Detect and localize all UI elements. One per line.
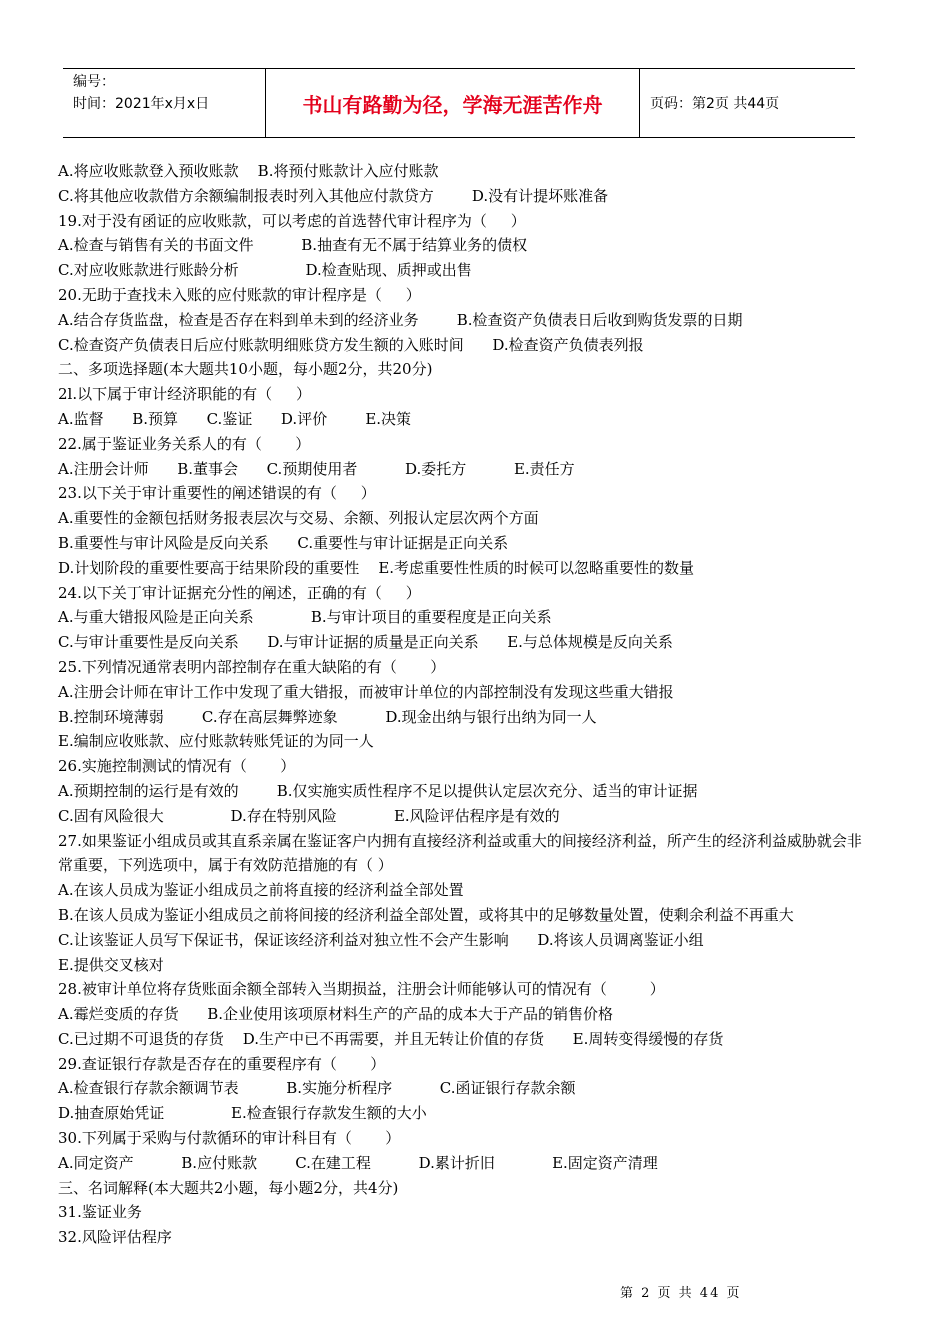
header-page-label: 页码：第2页 共44页 (650, 96, 780, 112)
text-line: A.检查与销售有关的书面文件 B.抽查有无不属于结算业务的债权 (58, 236, 528, 255)
text-line: A.注册会计师 B.董事会 C.预期使用者 D.委托方 E.责任方 (58, 459, 575, 478)
question-23: 23.以下关于审计重要性的阐述错误的有（ ） (58, 484, 376, 503)
text-line: C.将其他应收款借方余额编制报表时列入其他应付款贷方 D.没有计提坏账准备 (58, 186, 609, 205)
text-line: A.检查银行存款余额调节表 B.实施分析程序 C.函证银行存款余额 (58, 1079, 576, 1098)
question-31: 31.鉴证业务 (58, 1203, 142, 1222)
header-info-cell (63, 69, 266, 137)
text-line: C.与审计重要性是反向关系 D.与审计证据的质量是正向关系 E.与总体规模是反向关系 (58, 633, 673, 652)
text-line: A.与重大错报风险是正向关系 B.与审计项目的重要程度是正向关系 (58, 608, 552, 627)
question-26: 26.实施控制测试的情况有（ ） (58, 757, 296, 776)
question-21: 2l.以下属于审计经济职能的有（ ） (58, 385, 311, 404)
question-19: 19.对于没有函证的应收账款，可以考虑的首选替代审计程序为（ ） (58, 211, 526, 230)
question-27: 27.如果鉴证小组成员或其直系亲属在鉴证客户内拥有直接经济利益或重大的间接经济利益，所产生的经济利益威胁就会非常重要，下列选项中，属于有效防范措施的有（ ） (58, 831, 862, 875)
question-20: 20.无助于查找未入账的应付账款的审计程序是（ ） (58, 285, 421, 304)
header-motto-cell (266, 69, 640, 137)
text-line: B.控制环境薄弱 C.存在高层舞弊迹象 D.现金出纳与银行出纳为同一人 (58, 707, 597, 726)
text-line: E.编制应收账款、应付账款转账凭证的为同一人 (58, 732, 374, 751)
text-line: D.抽查原始凭证 E.检查银行存款发生额的大小 (58, 1104, 427, 1123)
section-heading-definitions: 三、名词解释(本大题共2小题，每小题2分，共4分) (58, 1178, 399, 1197)
header-motto: 书山有路勤为径，学海无涯苦作舟 (302, 92, 603, 117)
document-body (58, 159, 862, 1250)
text-line: C.已过期不可退货的存货 D.生产中已不再需要，并且无转让价值的存货 E.周转变得缓慢的存货 (58, 1029, 724, 1048)
text-line: A.监督 B.预算 C.鉴证 D.评价 E.决策 (58, 409, 412, 428)
text-line: A.同定资产 B.应付账款 C.在建工程 D.累计折旧 E.固定资产清理 (58, 1153, 658, 1172)
document-time-label: 时间：2021年x月x日 (73, 96, 210, 112)
text-line: C.检查资产负债表日后应付账款明细账贷方发生额的入账时间 D.检查资产负债表列报 (58, 335, 644, 354)
text-line: A.在该人员成为鉴证小组成员之前将直接的经济利益全部处置 (58, 881, 464, 900)
text-line: A.注册会计师在审计工作中发现了重大错报，而被审计单位的内部控制没有发现这些重大错报 (58, 682, 674, 701)
text-line: A.将应收账款登入预收账款 B.将预付账款计入应付账款 (58, 162, 439, 180)
header-page-cell (640, 69, 855, 137)
text-line: E.提供交叉核对 (58, 955, 164, 974)
question-30: 30.下列属于采购与付款循环的审计科目有（ ） (58, 1129, 401, 1148)
text-line: A.结合存货监盘，检查是否存在料到单未到的经济业务 B.检查资产负债表日后收到购货发票的日期 (58, 310, 743, 329)
text-line: A.重要性的金额包括财务报表层次与交易、余额、列报认定层次两个方面 (58, 509, 539, 528)
question-22: 22.属于鉴证业务关系人的有（ ） (58, 434, 311, 453)
question-29: 29.查证银行存款是否存在的重要程序有（ ） (58, 1054, 386, 1073)
text-line: A.霉烂变质的存货 B.企业使用该项原材料生产的产品的成本大于产品的销售价格 (58, 1005, 614, 1024)
section-heading-multiple-choice: 二、多项选择题(本大题共10小题，每小题2分，共20分) (58, 360, 433, 379)
text-line: C.让该鉴证人员写下保证书，保证该经济利益对独立性不会产生影响 D.将该人员调离鉴证小组 (58, 930, 704, 949)
text-line: A.预期控制的运行是有效的 B.仅实施实质性程序不足以提供认定层次充分、适当的审计证据 (58, 781, 698, 800)
document-number-label: 编号： (73, 74, 115, 90)
question-25: 25.下列情况通常表明内部控制存在重大缺陷的有（ ） (58, 657, 446, 676)
text-line: B.在该人员成为鉴证小组成员之前将间接的经济利益全部处置，或将其中的足够数量处置，使剩余利益不再重大 (58, 905, 794, 924)
question-28: 28.被审计单位将存货账面余额全部转入当期损益，注册会计师能够认可的情况有（ ） (58, 980, 665, 999)
question-24: 24.以下关丁审计证据充分性的阐述，正确的有（ ） (58, 583, 421, 602)
text-line: C.固有风险很大 D.存在特别风险 E.风险评估程序是有效的 (58, 806, 560, 825)
question-32: 32.风险评估程序 (58, 1228, 172, 1247)
document-header (63, 68, 855, 138)
text-line: D.计划阶段的重要性要高于结果阶段的重要性 E.考虑重要性性质的时候可以忽略重要性的数量 (58, 558, 695, 577)
text-line: C.对应收账款进行账龄分析 D.检查贴现、质押或出售 (58, 261, 472, 280)
text-line: B.重要性与审计风险是反向关系 C.重要性与审计证据是正向关系 (58, 533, 509, 552)
page-footer: 第 2 页 共 44 页 (620, 1286, 742, 1301)
